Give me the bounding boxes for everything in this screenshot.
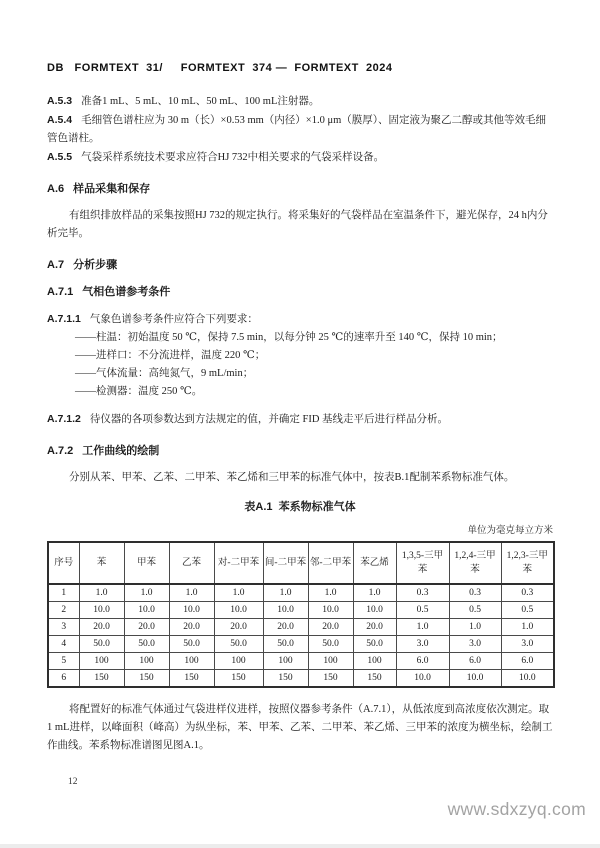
table-cell: 1.0 — [79, 584, 124, 602]
table-cell: 0.5 — [501, 602, 554, 619]
table-cell: 50.0 — [353, 636, 396, 653]
watermark-url: www.sdxzyq.com — [447, 799, 586, 819]
standard-number-header: DB FORMTEXT 31/ FORMTEXT 374 — FORMTEXT 2024 — [47, 62, 393, 74]
heading-a7-1-number: A.7.1 — [47, 286, 74, 298]
clause-a5-3-text: 准备1 mL、5 mL、10 mL、50 mL、100 mL注射器。 — [81, 96, 320, 107]
table-unit-note: 单位为毫克每立方米 — [467, 526, 553, 536]
heading-a7-1-title: 气相色谱参考条件 — [82, 286, 171, 298]
table-cell: 100 — [263, 653, 308, 670]
table-header-cell: 苯乙烯 — [353, 542, 396, 584]
table-cell: 0.3 — [501, 584, 554, 602]
table-cell: 6 — [48, 670, 79, 688]
table-cell: 100 — [214, 653, 263, 670]
table-row — [48, 619, 554, 636]
table-cell: 50.0 — [214, 636, 263, 653]
page-bottom-edge — [0, 844, 600, 848]
table-cell: 20.0 — [308, 619, 353, 636]
table-header-cell: 对-二甲苯 — [214, 542, 263, 584]
table-cell: 100 — [308, 653, 353, 670]
list-item-gas-flow: ——气体流量：高纯氮气，9 mL/min； — [75, 368, 254, 379]
table-cell: 150 — [79, 670, 124, 688]
table-cell: 3.0 — [396, 636, 449, 653]
table-cell: 6.0 — [396, 653, 449, 670]
table-cell: 150 — [353, 670, 396, 688]
table-cell: 3 — [48, 619, 79, 636]
clause-a7-1-2-text: 待仪器的各项参数达到方法规定的值，并确定 FID 基线走平后进行样品分析。 — [89, 414, 449, 425]
clause-a7-1-1-text: 气象色谱参考条件应符合下列要求： — [89, 314, 258, 325]
table-cell: 10.0 — [214, 602, 263, 619]
clause-a5-3 — [47, 92, 553, 111]
page-number: 12 — [68, 777, 78, 787]
benzene-standard-gas-table — [47, 541, 555, 688]
heading-a6-title: 样品采集和保存 — [73, 183, 151, 195]
table-cell: 1.0 — [308, 584, 353, 602]
clause-a5-5 — [47, 148, 553, 167]
table-cell: 20.0 — [79, 619, 124, 636]
table-a1-title: 表A.1 苯系物标准气体 — [244, 501, 356, 513]
clause-a5-4 — [47, 111, 553, 148]
table-cell: 150 — [263, 670, 308, 688]
table-header-cell: 邻-二甲苯 — [308, 542, 353, 584]
table-cell: 0.3 — [449, 584, 501, 602]
clause-a5-5-text: 气袋采样系统技术要求应符合HJ 732中相关要求的气袋采样设备。 — [81, 152, 385, 163]
clause-a5-4-text: 毛细管色谱柱应为 30 m（长）×0.53 mm（内径）×1.0 μm（膜厚）、固定液为聚乙二醇或其他等效毛细管色谱柱。 — [47, 115, 546, 144]
heading-a7-2 — [47, 442, 553, 460]
list-item-detector: ——检测器：温度 250 ℃。 — [75, 386, 203, 397]
table-cell: 10.0 — [308, 602, 353, 619]
table-cell: 20.0 — [214, 619, 263, 636]
list-item-inlet: ——进样口：不分流进样，温度 220 ℃； — [75, 350, 266, 361]
heading-a6-number: A.6 — [47, 183, 65, 195]
table-cell: 150 — [169, 670, 214, 688]
table-cell: 100 — [79, 653, 124, 670]
gc-conditions-list — [47, 329, 553, 401]
table-cell: 0.5 — [449, 602, 501, 619]
clause-a7-1-1-number: A.7.1.1 — [47, 313, 81, 325]
table-header-cell: 1,2,4-三甲苯 — [449, 542, 501, 584]
table-cell: 100 — [169, 653, 214, 670]
heading-a7-number: A.7 — [47, 259, 65, 271]
list-item-column-temperature: ——柱温：初始温度 50 ℃，保持 7.5 min，以每分钟 25 ℃的速率升至 140 ℃，保持 10 min； — [75, 332, 503, 343]
table-header-cell: 间-二甲苯 — [263, 542, 308, 584]
table-row — [48, 602, 554, 619]
table-cell: 100 — [124, 653, 169, 670]
table-cell: 20.0 — [263, 619, 308, 636]
heading-a7 — [47, 256, 553, 274]
table-cell: 20.0 — [169, 619, 214, 636]
heading-a7-2-number: A.7.2 — [47, 445, 74, 457]
heading-a7-1 — [47, 283, 553, 301]
table-cell: 10.0 — [501, 670, 554, 688]
table-cell: 150 — [214, 670, 263, 688]
table-cell: 1.0 — [449, 619, 501, 636]
table-header-cell: 苯 — [79, 542, 124, 584]
table-row — [48, 653, 554, 670]
table-cell: 1.0 — [396, 619, 449, 636]
table-cell: 150 — [124, 670, 169, 688]
table-row — [48, 584, 554, 602]
clause-a5-5-number: A.5.5 — [47, 151, 73, 163]
table-cell: 6.0 — [501, 653, 554, 670]
table-cell: 1 — [48, 584, 79, 602]
heading-a7-title: 分析步骤 — [73, 259, 118, 271]
clause-a7-1-2-number: A.7.1.2 — [47, 413, 81, 425]
table-cell: 1.0 — [214, 584, 263, 602]
table-cell: 1.0 — [124, 584, 169, 602]
heading-a7-2-title: 工作曲线的绘制 — [82, 445, 160, 457]
table-cell: 150 — [308, 670, 353, 688]
table-cell: 10.0 — [396, 670, 449, 688]
table-cell: 0.5 — [396, 602, 449, 619]
table-cell: 3.0 — [501, 636, 554, 653]
table-cell: 10.0 — [263, 602, 308, 619]
table-cell: 50.0 — [308, 636, 353, 653]
table-cell: 1.0 — [353, 584, 396, 602]
table-cell: 10.0 — [449, 670, 501, 688]
table-cell: 50.0 — [79, 636, 124, 653]
table-cell: 3.0 — [449, 636, 501, 653]
table-header-cell: 序号 — [48, 542, 79, 584]
table-cell: 10.0 — [79, 602, 124, 619]
table-header-cell: 1,2,3-三甲苯 — [501, 542, 554, 584]
table-header-row — [48, 542, 554, 584]
table-cell: 10.0 — [353, 602, 396, 619]
paragraph-a7-2: 分别从苯、甲苯、乙苯、二甲苯、苯乙烯和三甲苯的标准气体中，按表B.1配制苯系物标准气体。 — [69, 472, 515, 483]
table-header-cell: 甲苯 — [124, 542, 169, 584]
table-cell: 50.0 — [169, 636, 214, 653]
table-cell: 0.3 — [396, 584, 449, 602]
table-cell: 50.0 — [263, 636, 308, 653]
clause-a7-1-2 — [47, 410, 553, 429]
table-cell: 20.0 — [353, 619, 396, 636]
clause-a5-4-number: A.5.4 — [47, 114, 73, 126]
table-cell: 1.0 — [169, 584, 214, 602]
table-header-cell: 1,3,5-三甲苯 — [396, 542, 449, 584]
table-row — [48, 636, 554, 653]
table-cell: 10.0 — [169, 602, 214, 619]
table-cell: 5 — [48, 653, 79, 670]
document-page — [47, 62, 553, 755]
table-cell: 20.0 — [124, 619, 169, 636]
table-cell: 1.0 — [263, 584, 308, 602]
table-cell: 1.0 — [501, 619, 554, 636]
table-cell: 50.0 — [124, 636, 169, 653]
paragraph-a6: 有组织排放样品的采集按照HJ 732的规定执行。将采集好的气袋样品在室温条件下，避光保存，24 h内分析完毕。 — [47, 210, 548, 239]
table-cell: 2 — [48, 602, 79, 619]
table-cell: 4 — [48, 636, 79, 653]
table-cell: 100 — [353, 653, 396, 670]
closing-paragraph: 将配置好的标准气体通过气袋进样仪进样，按照仪器参考条件（A.7.1），从低浓度到高浓度依次测定。取1 mL进样，以峰面积（峰高）为纵坐标，苯、甲苯、乙苯、二甲苯、苯乙烯、三甲苯的浓度为横坐标，绘制工作曲线。苯系物标准谱图见图A.1。 — [47, 704, 553, 751]
clause-a5-3-number: A.5.3 — [47, 95, 73, 107]
table-header-cell: 乙苯 — [169, 542, 214, 584]
table-row — [48, 670, 554, 688]
clause-a7-1-1 — [47, 310, 553, 329]
heading-a6 — [47, 180, 553, 198]
table-cell: 6.0 — [449, 653, 501, 670]
table-cell: 10.0 — [124, 602, 169, 619]
